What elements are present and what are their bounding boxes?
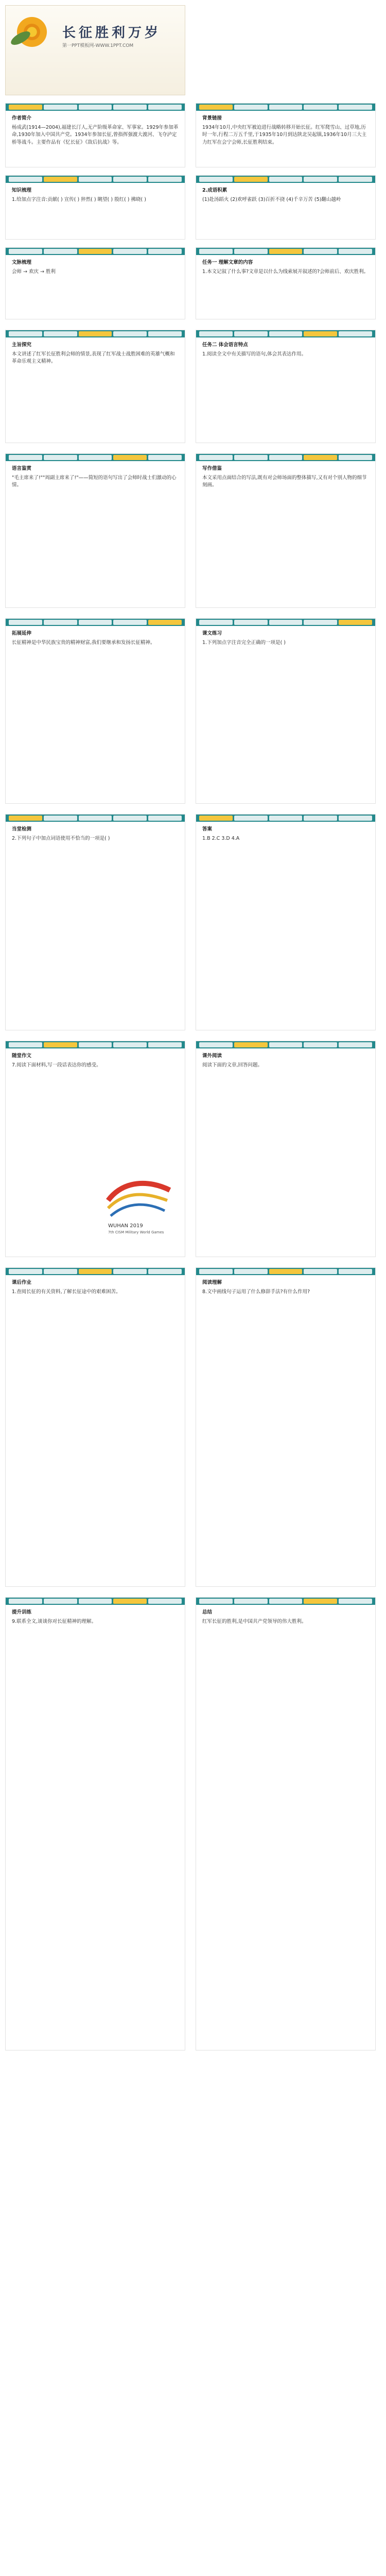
slide-heading: 提升训练 [12,1609,32,1615]
slide [5,103,185,167]
slide [196,247,376,319]
slide-heading: 课后作业 [12,1280,32,1285]
slide [5,175,185,240]
slide-nav [6,330,185,337]
slide-heading: 任务一 理解文章的内容 [202,260,253,265]
slide-text: 2.下列句子中加点词语使用不恰当的一项是( ) [12,835,110,841]
slide-nav [196,1268,375,1275]
slide [5,814,185,1030]
slide-nav [196,176,375,183]
slide-text: 杨成武(1914—2004),福建长汀人,无产阶级革命家、军事家。1929年参加革命,1930年加入中国共产党。1934年参加长征,曾指挥强渡大渡河、飞夺泸定桥等战斗。主要作品有《忆长征》《敌后抗战》等。 [12,124,179,145]
slide [5,618,185,804]
slide-heading: 答案 [202,826,213,832]
slide [5,1267,185,1587]
cover-title: 长征胜利万岁 [62,25,162,41]
slide-nav [196,619,375,626]
slide-text: 1.B 2.C 3.D 4.A [202,835,240,841]
slide-heading: 课外阅读 [202,1053,222,1059]
slide [196,453,376,608]
cover-site: 第一PPT模板网-WWW.1PPT.COM [62,43,134,48]
slide-heading: 主旨探究 [12,342,32,348]
slide [196,1267,376,1587]
slide [196,814,376,1030]
slide-text: 9.联系全文,谈谈你对长征精神的理解。 [12,1618,97,1624]
slide-heading: 任务二 体会语言特点 [202,342,248,348]
slide-heading: 2.成语积累 [202,188,227,193]
slide-text: 8.文中画线句子运用了什么修辞手法?有什么作用? [202,1289,310,1295]
slide-heading: 总结 [202,1609,213,1615]
slide [196,103,376,167]
slide-nav [196,815,375,822]
slide-nav [6,815,185,822]
slide-heading: 知识梳理 [12,188,32,193]
slide-nav [6,1041,185,1048]
slide-nav [6,1598,185,1605]
slide-heading: 课文练习 [202,631,222,636]
slide-nav [6,104,185,111]
slide [196,618,376,804]
slide-heading: 随堂作文 [12,1053,32,1059]
slide-text: 本文讲述了红军长征胜利会师的情景,表现了红军战士战胜困难的英雄气概和革命乐观主义精神。 [12,351,175,364]
slide [196,330,376,443]
slide-text: 1934年10月,中央红军被迫进行战略转移开始长征。红军爬雪山、过草地,历时一年,行程二万五千里,于1935年10月到达陕北吴起镇,1936年10月三大主力红军在会宁会师,长征胜利结束。 [202,124,367,145]
slide-heading: 写作借鉴 [202,466,222,471]
cover-slide [5,5,185,95]
svg-text:WUHAN 2019: WUHAN 2019 [108,1223,143,1229]
slide-nav [196,1598,375,1605]
slide-text: 1.下列加点字注音完全正确的一项是( ) [202,639,286,646]
slide-heading: 阅读理解 [202,1280,222,1285]
slide-heading: 当堂检测 [12,826,32,832]
slide-nav [196,104,375,111]
slide-text: 阅读下面的文章,回答问题。 [202,1062,263,1068]
slide-nav [196,248,375,255]
wuhan-games-logo [98,1170,180,1236]
svg-text:7th CISM Military World Games: 7th CISM Military World Games [108,1230,164,1234]
slide-nav [6,619,185,626]
slide-text: 1.阅读全文中有关描写的语句,体会其表达作用。 [202,351,307,357]
slide-text: 1.给加点字注音:贡献( ) 宣传( ) 猝然( ) 眺望( ) 殷红( ) 拂晓( ) [12,196,146,202]
flower-icon [13,13,51,51]
slide-nav [6,176,185,183]
slide-heading: 作者简介 [12,115,32,121]
slide-heading: 语言鉴赏 [12,466,32,471]
slide-text: 长征精神是中华民族宝贵的精神财富,我们要继承和发扬长征精神。 [12,639,155,646]
slide-nav [196,454,375,461]
slide-text: "毛主席来了!""周副主席来了!"——简短的语句写出了会师时战士们激动的心情。 [12,474,177,488]
slide-text: (1)赴汤蹈火 (2)欢呼雀跃 (3)百折不挠 (4)千辛万苦 (5)翻山越岭 [202,196,341,202]
slide-text: 1.本文记叙了什么事?文章是以什么为线索展开叙述的?会师前后、欢庆胜利。 [202,268,369,275]
slide-text: 1.查阅长征的有关资料,了解长征途中的艰难困苦。 [12,1289,121,1295]
slide-nav [196,330,375,337]
slide-nav [6,248,185,255]
slide-nav [196,1041,375,1048]
slide [5,330,185,443]
slide-heading: 背景链接 [202,115,222,121]
slide [196,1597,376,2050]
slide [5,453,185,608]
slide-text: 本文采用点面结合的写法,既有对会师场面的整体描写,又有对个别人物的细节刻画。 [202,474,367,488]
slide-heading: 文脉梳理 [12,260,32,265]
slide-text: 会师 → 欢庆 → 胜利 [12,268,56,275]
slide-heading: 拓展延伸 [12,631,32,636]
slide-text: 红军长征的胜利,是中国共产党领导的伟大胜利。 [202,1618,307,1624]
slide [196,1041,376,1257]
slide-nav [6,1268,185,1275]
slide [196,175,376,240]
slide [5,247,185,319]
slide-text: 7.阅读下面材料,写一段话表达你的感受。 [12,1062,101,1068]
slide-nav [6,454,185,461]
slide [5,1597,185,2050]
